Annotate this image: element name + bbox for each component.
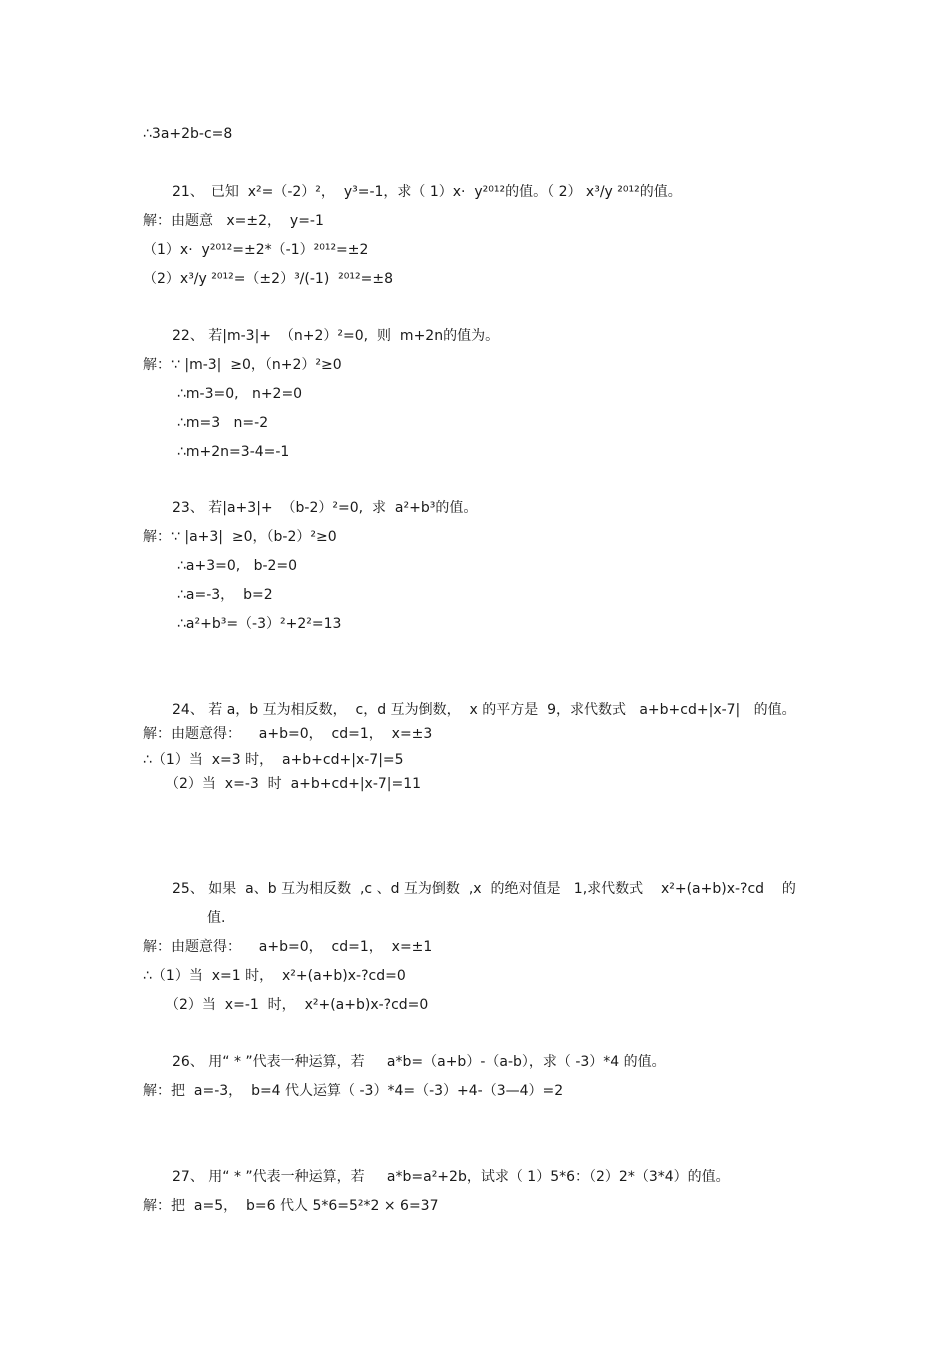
problem-25-solution: 解：由题意得： a+b=0， cd=1， x=±1	[143, 939, 433, 955]
problem-23-step-1: ∴a+3=0, b-2=0	[177, 558, 298, 574]
problem-27-solution: 解：把 a=5， b=6 代人 5*6=5²*2 × 6=37	[143, 1198, 439, 1214]
problem-23-step-3: ∴a²+b³=（-3）²+2²=13	[177, 616, 342, 632]
problem-23-statement: 23、 若|a+3|+ （b-2）²=0, 求 a²+b³的值。	[172, 500, 478, 516]
problem-24-statement: 24、 若 a，b 互为相反数， c，d 互为倒数， x 的平方是 9，求代数式 a+b+cd+|x-7| 的值。	[172, 702, 796, 718]
problem-26-solution: 解：把 a=-3， b=4 代人运算（ -3）*4=（-3）+4-（3—4）=2	[143, 1083, 564, 1099]
problem-25-case-1: ∴（1）当 x=1 时， x²+(a+b)x-?cd=0	[143, 968, 406, 984]
problem-22-step-3: ∴m+2n=3-4=-1	[177, 444, 290, 460]
problem-26-statement: 26、 用“ * ”代表一种运算，若 a*b=（a+b）-（a-b），求（ -3）*4 的值。	[172, 1054, 666, 1070]
problem-25-case-2: （2）当 x=-1 时， x²+(a+b)x-?cd=0	[165, 997, 429, 1013]
problem-27-statement: 27、 用“ * ”代表一种运算，若 a*b=a²+2b，试求（ 1）5*6：（2）2*（3*4）的值。	[172, 1169, 730, 1185]
problem-24-case-1: ∴（1）当 x=3 时， a+b+cd+|x-7|=5	[143, 752, 404, 768]
problem-21-step-1: （1）x· y²⁰¹²=±2*（-1）²⁰¹²=±2	[143, 242, 369, 258]
line-3a-2b-c: ∴3a+2b-c=8	[143, 126, 233, 142]
problem-22-step-1: ∴m-3=0, n+2=0	[177, 386, 303, 402]
problem-21-solution: 解：由题意 x=±2， y=-1	[143, 213, 324, 229]
problem-25-statement-cont: 值.	[207, 910, 226, 926]
problem-22-solution: 解：∵ |m-3| ≥0，（n+2）²≥0	[143, 357, 342, 373]
problem-21-statement: 21、 已知 x²=（-2）²， y³=-1，求（ 1）x· y²⁰¹²的值。（ 2） x³/y ²⁰¹²的值。	[172, 184, 682, 200]
problem-22-statement: 22、 若|m-3|+ （n+2）²=0, 则 m+2n的值为。	[172, 328, 500, 344]
problem-24-case-2: （2）当 x=-3 时 a+b+cd+|x-7|=11	[165, 776, 422, 792]
problem-23-step-2: ∴a=-3， b=2	[177, 587, 273, 603]
problem-25-statement: 25、 如果 a、b 互为相反数 ,c 、d 互为倒数 ,x 的绝对值是 1,求代数式 x²+(a+b)x-?cd 的	[172, 881, 796, 897]
problem-24-solution: 解：由题意得： a+b=0， cd=1， x=±3	[143, 726, 433, 742]
problem-22-step-2: ∴m=3 n=-2	[177, 415, 269, 431]
problem-21-step-2: （2）x³/y ²⁰¹²=（±2）³/(-1) ²⁰¹²=±8	[143, 271, 394, 287]
problem-23-solution: 解：∵ |a+3| ≥0，（b-2）²≥0	[143, 529, 337, 545]
